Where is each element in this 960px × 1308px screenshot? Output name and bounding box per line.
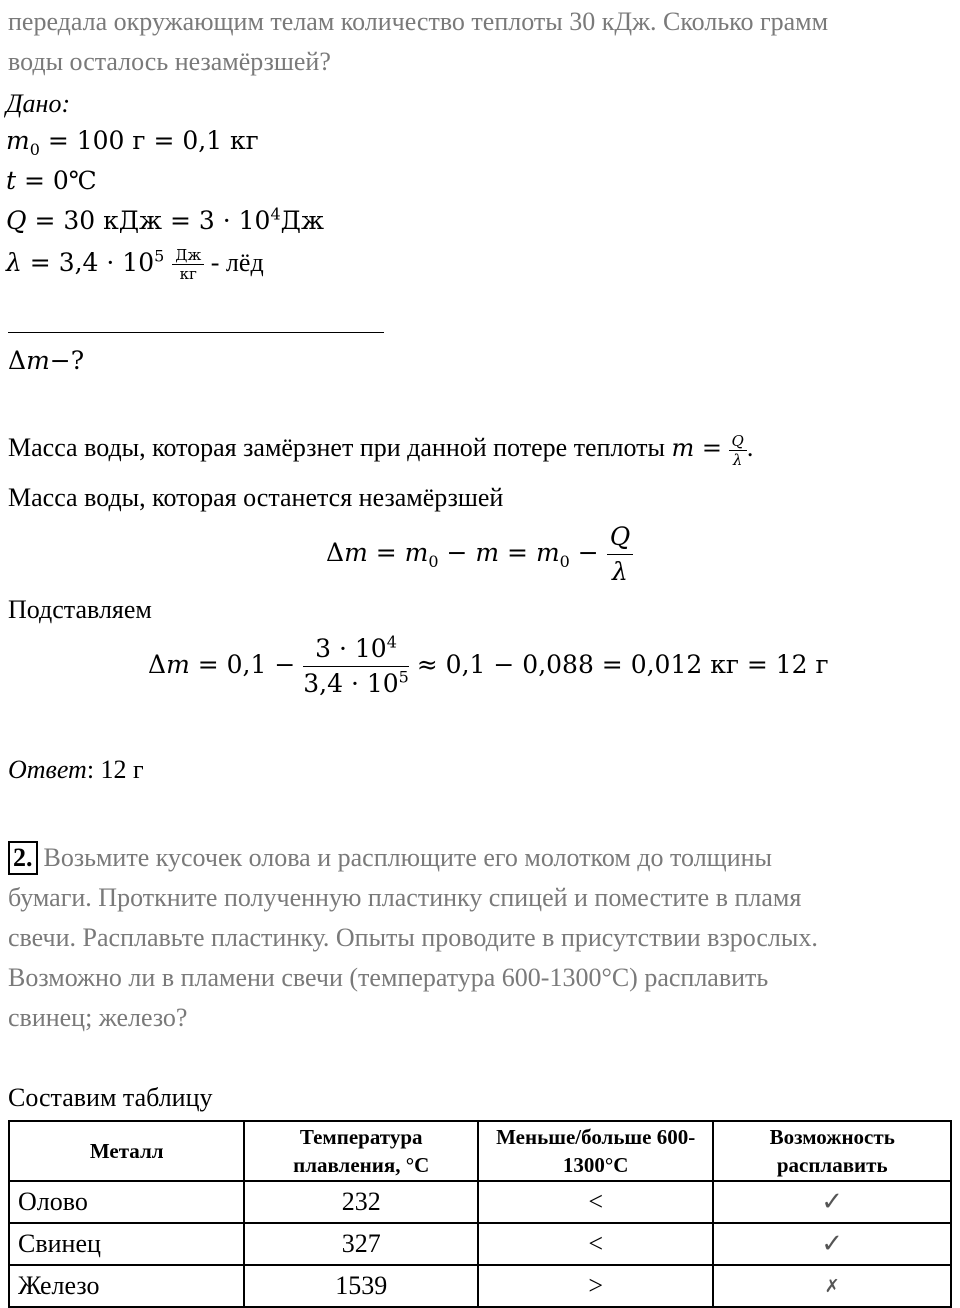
given-lambda-value: = 3,4 · 10 (21, 248, 155, 277)
cell-metal: Железо (9, 1265, 244, 1307)
cell-compare: < (478, 1181, 713, 1223)
given-Q-unit: Дж (280, 206, 324, 235)
calc-fraction (303, 632, 409, 701)
calc-start: = 0,1 − (189, 650, 296, 679)
table-row (9, 1181, 951, 1223)
given-divider (8, 332, 384, 333)
given-m0-value: = 100 г = 0,1 кг (39, 126, 259, 155)
given-Q-value: = 30 кДж = 3 · 10 (26, 206, 271, 235)
metals-table (8, 1120, 952, 1308)
answer-value: : 12 г (86, 755, 144, 784)
task2-line-1 (8, 838, 772, 878)
given-lambda: $\lambda = 3,4 \cdot 10^5$ $\frac{Дж}{кг}$ - лёд (6, 246, 264, 283)
find-text: −? (49, 346, 85, 375)
check-icon: ✓ (713, 1223, 951, 1265)
check-icon: ✓ (713, 1181, 951, 1223)
calc-den: 3,4 · 10 (303, 669, 399, 698)
cell-metal: Олово (9, 1181, 244, 1223)
intro-line-2: воды осталось незамёрзшей? (8, 47, 331, 76)
cell-compare: < (478, 1223, 713, 1265)
unfrozen-text: Масса воды, которая останется незамёрзшей (8, 483, 504, 512)
table-row (9, 1265, 951, 1307)
lambda-unit-num: Дж (172, 246, 204, 265)
find-line: Δm−? (8, 346, 85, 375)
cross-icon: ✗ (713, 1265, 951, 1307)
calc-num-exp: 4 (386, 632, 397, 652)
table-caption: Составим таблицу (8, 1083, 213, 1112)
calc-den-exp: 5 (398, 667, 409, 687)
table-header-row (9, 1121, 951, 1181)
cell-temp: 1539 (244, 1265, 478, 1307)
answer-line (8, 750, 144, 790)
calc-num: 3 · 10 (315, 634, 387, 663)
q-over-lambda-fraction (729, 432, 747, 469)
header-melting-temp: Температура плавления, °С (244, 1121, 478, 1181)
header-can-melt: Возможность расплавить (713, 1121, 951, 1181)
task2-line-5: свинец; железо? (8, 1003, 188, 1032)
substitute-text: Подставляем (8, 595, 152, 624)
q-over-lambda-num: Q (729, 432, 747, 451)
given-m0: $m_0 = 100$ г = 0,1 кг (6, 126, 259, 159)
calc-formula: Δm = 0,1 − $\frac{3 \cdot 10^4}{3,4 \cdot 10^5}$ ≈ 0,1 − 0,088 = 0,012 кг = 12 г (148, 632, 829, 701)
task2-line-3: свечи. Расплавьте пластинку. Опыты проводите в присутствии взрослых. (8, 923, 818, 952)
given-Q: Q = 30 кДж = $3 \cdot 10^4Дж$ (6, 204, 324, 235)
given-Q-exp: 4 (270, 204, 281, 224)
frozen-text: Масса воды, которая замёрзнет при данной потере теплоты (8, 433, 665, 462)
table-row (9, 1223, 951, 1265)
given-t: t = 0℃ (6, 166, 97, 195)
Q-over-lambda-big: $\frac{Q}{\lambda}$ (607, 520, 634, 589)
q-over-lambda-den: λ (732, 450, 743, 469)
intro-line-1: передала окружающим телам количество теплоты 30 кДж. Сколько грамм (8, 7, 829, 36)
lambda-unit-den: кг (179, 265, 197, 283)
header-compare: Меньше/больше 600-1300°С (478, 1121, 713, 1181)
task2-text-1: Возьмите кусочек олова и расплющите его молотком до толщины (43, 843, 772, 872)
delta-m-formula: $\Delta m = m_0 - m = m_0$ − $\frac{Q}{\lambda}$ (326, 520, 633, 589)
frozen-line: Масса воды, которая замёрзнет при данной потере теплоты m = $\frac{Q}{\lambda}$ . (8, 431, 754, 469)
given-t-value: = 0℃ (16, 166, 97, 195)
task2-number: 2. (8, 841, 38, 875)
cell-compare: > (478, 1265, 713, 1307)
calc-end: ≈ 0,1 − 0,088 = 0,012 кг = 12 г (408, 650, 829, 679)
task2-line-2: бумаги. Проткните полученную пластинку спицей и поместите в пламя (8, 883, 802, 912)
cell-temp: 232 (244, 1181, 478, 1223)
given-lambda-exp: 5 (154, 246, 165, 266)
answer-label: Ответ (8, 755, 87, 784)
cell-temp: 327 (244, 1223, 478, 1265)
cell-metal: Свинец (9, 1223, 244, 1265)
given-lambda-suffix: - лёд (204, 248, 264, 277)
lambda-unit-fraction (172, 246, 204, 283)
given-label: Дано: (6, 89, 71, 118)
header-metal: Металл (9, 1121, 244, 1181)
task2-line-4: Возможно ли в пламени свечи (температура 600-1300°С) расплавить (8, 963, 769, 992)
